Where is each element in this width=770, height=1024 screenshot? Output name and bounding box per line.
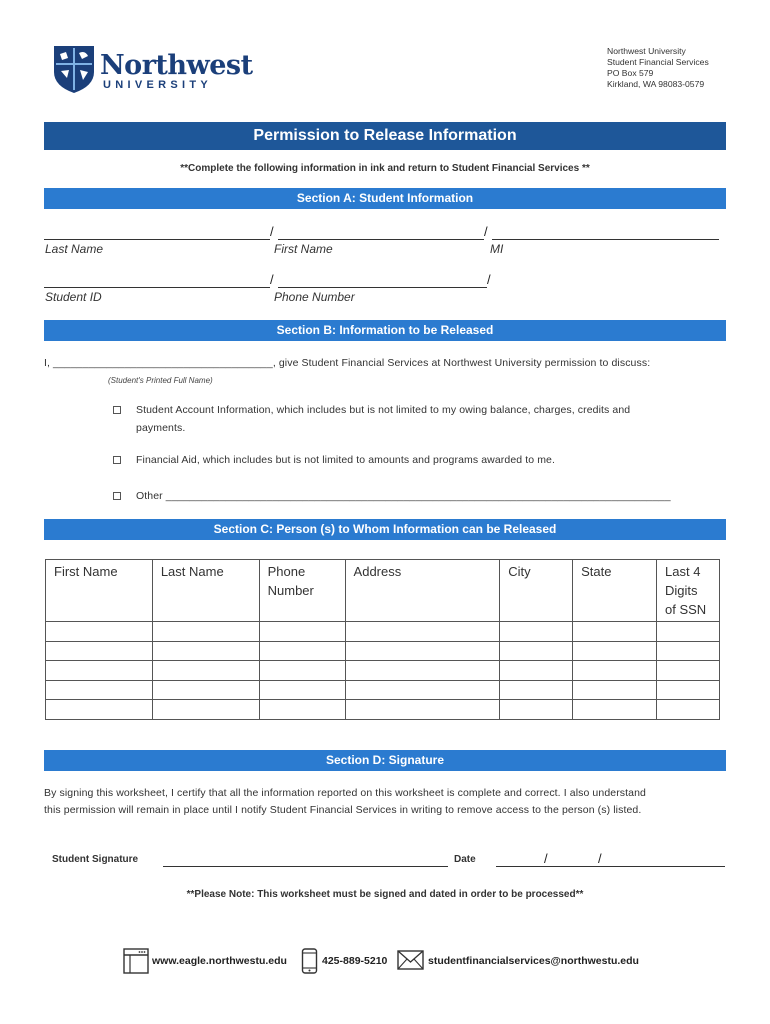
student-id-label: Student ID: [45, 290, 102, 304]
signature-label: Student Signature: [52, 854, 139, 865]
table-cell[interactable]: [657, 641, 720, 661]
table-row: [46, 661, 720, 681]
phone-number-field[interactable]: [278, 287, 487, 288]
section-d-heading: Section D: Signature: [44, 750, 726, 771]
address-line: Northwest University: [607, 46, 686, 56]
table-header-row: [46, 560, 720, 622]
table-cell[interactable]: [259, 641, 345, 661]
table-cell[interactable]: [152, 641, 259, 661]
table-cell[interactable]: [46, 641, 153, 661]
table-cell[interactable]: [657, 700, 720, 720]
table-cell[interactable]: [259, 700, 345, 720]
browser-window-icon: [123, 948, 149, 974]
date-separator: /: [544, 851, 548, 866]
table-cell[interactable]: [259, 661, 345, 681]
form-title: Permission to Release Information: [44, 122, 726, 150]
other-option: Other _____________________________________________________________________________________: [136, 490, 671, 502]
table-cell[interactable]: [573, 680, 657, 700]
student-id-field[interactable]: [44, 287, 270, 288]
table-cell[interactable]: [46, 700, 153, 720]
printed-name-caption: (Student's Printed Full Name): [108, 376, 213, 385]
date-separator: /: [598, 851, 602, 866]
address-line: PO Box 579: [607, 68, 654, 78]
address-line: Student Financial Services: [607, 57, 709, 67]
table-cell[interactable]: [152, 700, 259, 720]
middle-initial-field[interactable]: [492, 239, 719, 240]
table-row: [46, 641, 720, 661]
website-link[interactable]: www.eagle.northwestu.edu: [152, 955, 287, 967]
university-shield-logo: [52, 44, 96, 94]
certification-text-cont: this permission will remain in place until I notify Student Financial Services in writing to remove access to the person (s) listed.: [44, 804, 642, 816]
field-separator: /: [270, 224, 274, 239]
table-cell[interactable]: [573, 661, 657, 681]
table-cell[interactable]: [500, 622, 573, 642]
certification-text: By signing this worksheet, I certify that all the information reported on this worksheet is complete and correct. I also understand: [44, 787, 646, 799]
field-separator: /: [484, 224, 488, 239]
table-row: [46, 680, 720, 700]
table-cell[interactable]: [46, 661, 153, 681]
table-cell[interactable]: [345, 661, 500, 681]
logo-wordmark: Northwest: [100, 50, 253, 81]
column-header: Last Name: [152, 560, 259, 622]
table-cell[interactable]: [573, 641, 657, 661]
table-cell[interactable]: [573, 622, 657, 642]
column-header: Address: [345, 560, 500, 622]
permission-statement: I, _____________________________________, give Student Financial Services at Northwest University permission to discuss:: [44, 357, 651, 369]
date-label: Date: [454, 854, 476, 865]
phone-icon: [301, 948, 318, 974]
table-row: [46, 700, 720, 720]
table-cell[interactable]: [657, 661, 720, 681]
mi-label: MI: [490, 242, 504, 256]
column-header: First Name: [46, 560, 153, 622]
table-cell[interactable]: [345, 622, 500, 642]
table-cell[interactable]: [345, 700, 500, 720]
section-c-heading: Section C: Person (s) to Whom Information can be Released: [44, 519, 726, 540]
section-a-heading: Section A: Student Information: [44, 188, 726, 209]
email-envelope-icon: [397, 950, 424, 970]
first-name-field[interactable]: [278, 239, 484, 240]
other-checkbox[interactable]: [113, 492, 121, 500]
email-address[interactable]: studentfinancialservices@northwestu.edu: [428, 955, 639, 967]
table-cell[interactable]: [259, 622, 345, 642]
signature-field[interactable]: [163, 866, 448, 867]
table-cell[interactable]: [46, 680, 153, 700]
table-cell[interactable]: [500, 700, 573, 720]
financial-aid-option: Financial Aid, which includes but is not limited to amounts and programs awarded to me.: [136, 454, 555, 466]
table-cell[interactable]: [46, 622, 153, 642]
section-b-heading: Section B: Information to be Released: [44, 320, 726, 341]
table-cell[interactable]: [500, 661, 573, 681]
authorized-persons-table: [45, 559, 720, 720]
field-separator: /: [270, 272, 274, 287]
table-row: [46, 622, 720, 642]
column-header: Last 4 Digits of SSN: [657, 560, 720, 622]
form-instructions: **Complete the following information in ink and return to Student Financial Services **: [180, 163, 590, 174]
table-cell[interactable]: [573, 700, 657, 720]
table-cell[interactable]: [345, 680, 500, 700]
financial-aid-checkbox[interactable]: [113, 456, 121, 464]
table-cell[interactable]: [152, 622, 259, 642]
last-name-label: Last Name: [45, 242, 104, 256]
table-cell[interactable]: [500, 680, 573, 700]
logo-subtitle: UNIVERSITY: [103, 79, 213, 91]
field-separator: /: [487, 272, 491, 287]
table-cell[interactable]: [345, 641, 500, 661]
address-line: Kirkland, WA 98083-0579: [607, 79, 705, 89]
first-name-label: First Name: [274, 242, 333, 256]
column-header: City: [500, 560, 573, 622]
student-account-option: Student Account Information, which includes but is not limited to my owing balance, charges, credits and: [136, 404, 631, 416]
table-cell[interactable]: [259, 680, 345, 700]
processing-note: **Please Note: This worksheet must be signed and dated in order to be processed**: [186, 889, 584, 900]
date-field[interactable]: [496, 866, 725, 867]
table-cell[interactable]: [152, 661, 259, 681]
last-name-field[interactable]: [44, 239, 270, 240]
column-header: State: [573, 560, 657, 622]
student-account-checkbox[interactable]: [113, 406, 121, 414]
student-account-option-cont: payments.: [136, 422, 186, 434]
phone-number[interactable]: 425-889-5210: [322, 955, 388, 967]
table-cell[interactable]: [657, 622, 720, 642]
phone-number-label: Phone Number: [274, 290, 355, 304]
table-cell[interactable]: [152, 680, 259, 700]
column-header: Phone Number: [259, 560, 345, 622]
mailing-address: [607, 46, 709, 90]
table-cell[interactable]: [500, 641, 573, 661]
table-cell[interactable]: [657, 680, 720, 700]
